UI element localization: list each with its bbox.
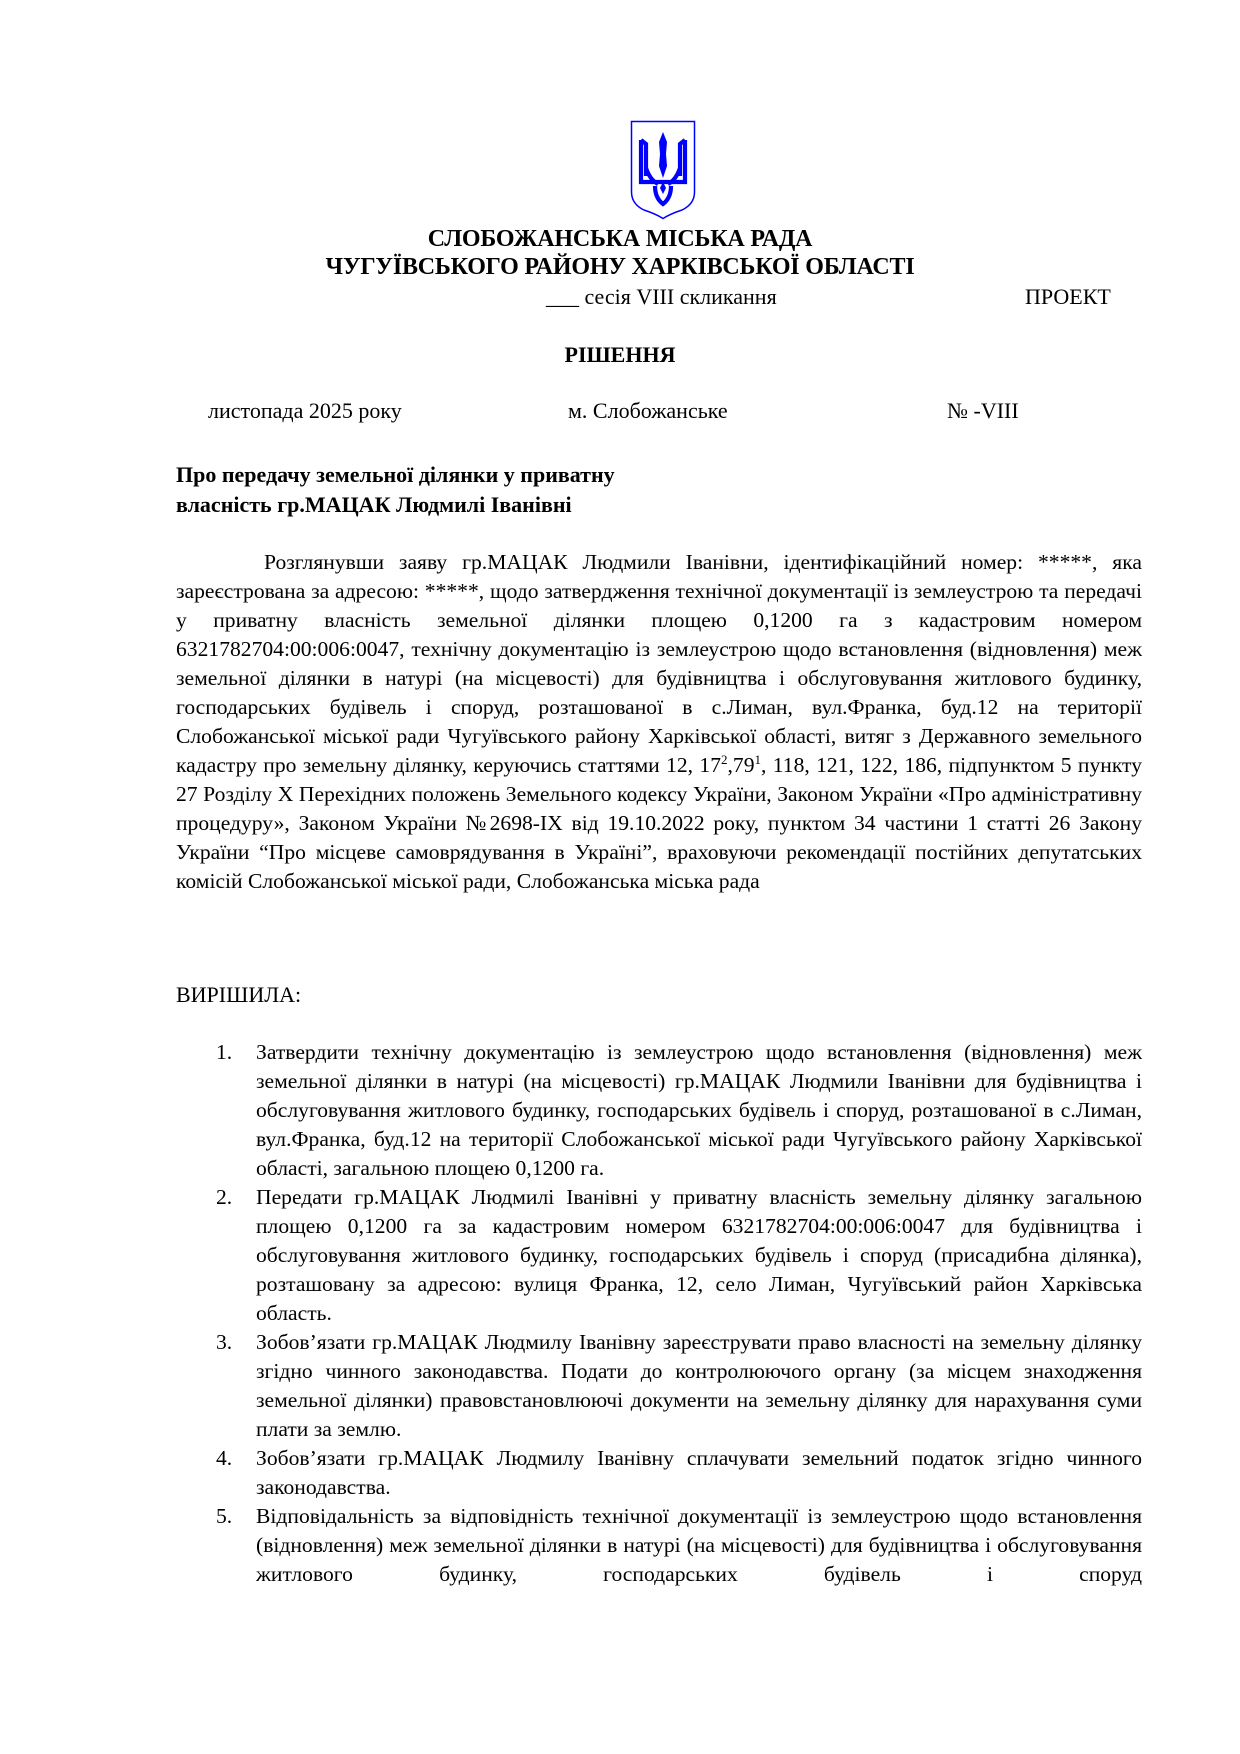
decision-number: № -VIII [947, 398, 1019, 423]
subject-line-1: Про передачу земельної ділянки у приватну [176, 462, 615, 487]
draft-label: ПРОЕКТ [1025, 284, 1111, 309]
decision-item: 2. Передати гр.МАЦАК Людмилі Іванівні у приватну власність земельну ділянку загальною площею 0,1200 га за кадастровим номером 6321782704:00:006:0047 для будівництва і обслуговування житлового будинку, господарських будівель і споруд (присадибна ділянка), розташовану за адресою: вулиця Франка, 12, село Лиман, Чугуївський район Харківська область. [216, 1185, 1142, 1325]
decisions-list [176, 1038, 1142, 1589]
decision-place: м. Слобожанське [568, 398, 728, 423]
decision-item: 3. Зобов’язати гр.МАЦАК Людмилу Іванівну зареєструвати право власності на земельну ділянку згідно чинного законодавства. Подати до контролюючого органу (за місцем знаходження земельної ділянки) правовстановлюючі документи на земельну ділянку для нарахування суми плати за землю. [216, 1330, 1142, 1441]
session-number-blank: ___ [546, 284, 579, 309]
subject-line-2: власність гр.МАЦАК Людмилі Іванівні [176, 492, 572, 517]
session-line [546, 284, 777, 310]
decision-date: листопада 2025 року [208, 398, 402, 423]
decided-label: ВИРІШИЛА: [176, 982, 302, 1007]
document-type: РІШЕННЯ [564, 342, 676, 367]
decision-item: 1. Затвердити технічну документацію із землеустрою щодо встановлення (відновлення) меж земельної ділянки в натурі (на місцевості) гр.МАЦАК Людмили Іванівни для будівництва і обслуговування житлового будинку, господарських будівель і споруд, розташованої в с.Лиман, вул.Франка, буд.12 на території Слобожанської міської ради Чугуївського району Харківської області, загальною площею 0,1200 га. [216, 1040, 1142, 1180]
preamble-paragraph: Розглянувши заяву гр.МАЦАК Людмили Іванівни, ідентифікаційний номер: *****, яка зареєстрована за адресою: *****, щодо затвердження технічної документації із землеустрою та передачі у приватну власність земельної ділянки площею 0,1200 га з кадастровим номером 6321782704:00:006:0047, технічну документацію із землеустрою щодо встановлення (відновлення) меж земельної ділянки в натурі (на місцевості) для будівництва і обслуговування житлового будинку, господарських будівель і споруд, розташованої в с.Лиман, вул.Франка, буд.12 на території Слобожанської міської ради Чугуївського району Харківської області, витяг з Державного земельного кадастру про земельну ділянку, керуючись статтями 12, $17^2,79^1$, 118, 121, 122, 186, підпунктом 5 пункту 27 Розділу Х Перехідних положень Земельного кодексу України, Законом України «Про адміністративну процедуру», Законом України №2698-IX від 19.10.2022 року, пунктом 34 частини 1 статті 26 Закону України “Про місцеве самоврядування в Україні”, враховуючи рекомендації постійних депутатських комісій Слобожанської міської ради, Слобожанська міська рада [176, 550, 1142, 893]
session-text: сесія VIII скликання [584, 284, 777, 309]
decision-item: 5. Відповідальність за відповідність технічної документації із землеустрою щодо встановлення (відновлення) меж земельної ділянки в натурі (на місцевості) для будівництва і обслуговування житлового будинку, господарських будівель і споруд [216, 1504, 1142, 1586]
council-name: СЛОБОЖАНСЬКА МІСЬКА РАДА [427, 226, 813, 252]
district-line: ЧУГУЇВСЬКОГО РАЙОНУ ХАРКІВСЬКОЇ ОБЛАСТІ [325, 254, 915, 280]
decision-item: 4. Зобов’язати гр.МАЦАК Людмилу Іванівну сплачувати земельний податок згідно чинного законодавства. [216, 1446, 1142, 1499]
coat-of-arms-icon [630, 120, 696, 220]
